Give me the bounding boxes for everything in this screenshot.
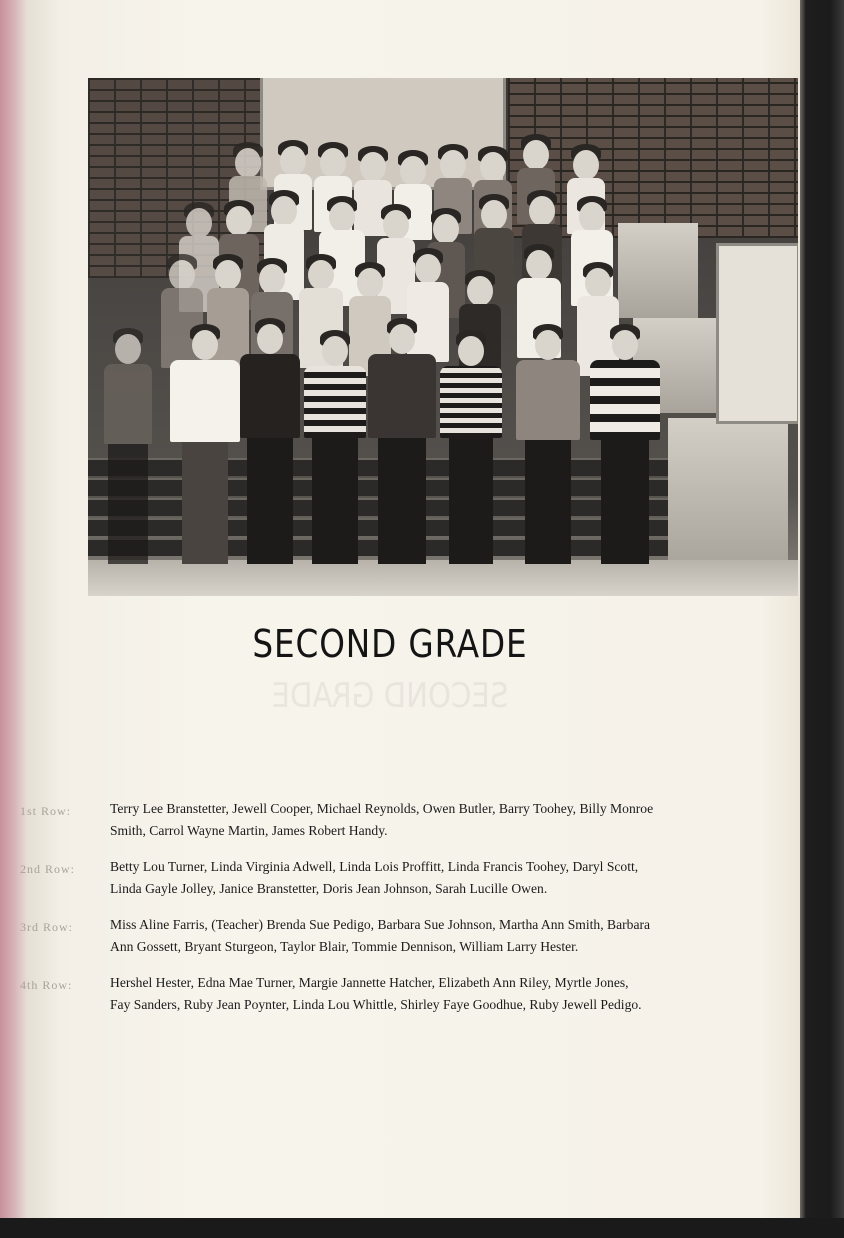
- child-figure: [514, 324, 582, 568]
- child-figure: [438, 330, 504, 568]
- side-door: [716, 243, 798, 424]
- child-figure: [238, 318, 302, 568]
- row-names-3: [110, 914, 770, 958]
- row-names-1: [110, 798, 770, 842]
- stone-pillar-lower: [668, 418, 788, 568]
- class-photo: [88, 78, 798, 596]
- names-line: Betty Lou Turner, Linda Virginia Adwell, Linda Lois Proffitt, Linda Francis Toohey, Daryl Scott,: [110, 859, 639, 874]
- child-figure: [168, 324, 242, 568]
- row-label-2: 2nd Row:: [20, 862, 76, 876]
- row-label-1: 1st Row:: [20, 804, 72, 818]
- stone-pillar-upper: [618, 223, 698, 318]
- names-line: Ann Gossett, Bryant Sturgeon, Taylor Blair, Tommie Dennison, William Larry Hester.: [110, 939, 579, 954]
- row-names-2: [110, 856, 770, 900]
- row-label-3: 3rd Row:: [20, 920, 73, 934]
- child-figure: [366, 318, 438, 568]
- names-line: Terry Lee Branstetter, Jewell Cooper, Michael Reynolds, Owen Butler, Barry Toohey, Billy Monroe: [110, 801, 654, 816]
- names-line: Fay Sanders, Ruby Jean Poynter, Linda Lou Whittle, Shirley Faye Goodhue, Ruby Jewell Pedigo.: [110, 997, 642, 1012]
- page-title: SECOND GRADE: [252, 622, 528, 666]
- row-names-4: [110, 972, 770, 1016]
- child-figure: [302, 330, 368, 568]
- child-figure: [102, 328, 154, 568]
- names-line: Linda Gayle Jolley, Janice Branstetter, Doris Jean Johnson, Sarah Lucille Owen.: [110, 881, 548, 896]
- names-line: Smith, Carrol Wayne Martin, James Robert Handy.: [110, 823, 388, 838]
- child-figure: [588, 324, 662, 568]
- show-through-title: SECOND GRADE: [271, 676, 509, 716]
- names-line: Hershel Hester, Edna Mae Turner, Margie Jannette Hatcher, Elizabeth Ann Riley, Myrtle Jones,: [110, 975, 629, 990]
- row-label-4: 4th Row:: [20, 978, 73, 992]
- book-edge: [800, 0, 844, 1238]
- book-bottom-edge: [0, 1218, 844, 1238]
- names-line: Miss Aline Farris, (Teacher) Brenda Sue Pedigo, Barbara Sue Johnson, Martha Ann Smith, Barbara: [110, 917, 651, 932]
- page-binding: [0, 0, 28, 1218]
